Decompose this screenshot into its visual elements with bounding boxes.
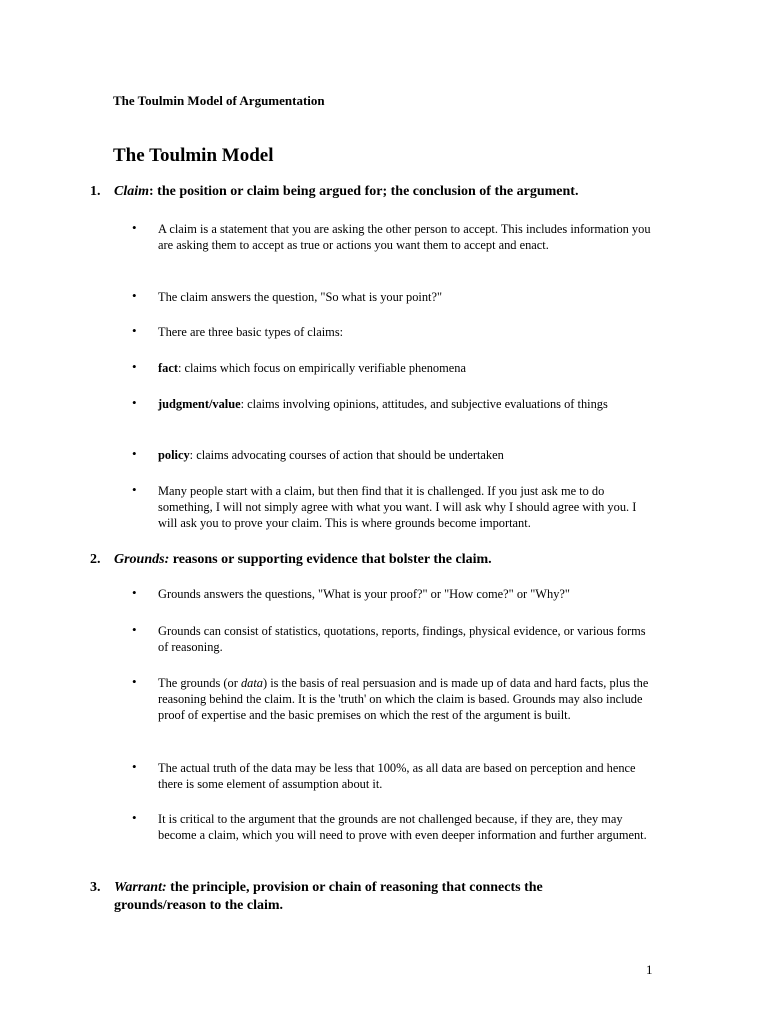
bullet-icon: • <box>132 482 137 497</box>
claim-type-policy: policy <box>158 448 190 462</box>
list-item-text: A claim is a statement that you are asking the other person to accept. This includes information you are asking them to accept as true or actions you want them to accept and enact. <box>158 222 651 253</box>
section-warrant <box>90 879 650 919</box>
list-item-text: : claims involving opinions, attitudes, and subjective evaluations of things <box>240 397 608 411</box>
running-title: The Toulmin Model of Argumentation <box>113 93 325 108</box>
section-term: Grounds: <box>114 552 170 567</box>
bullet-icon: • <box>132 759 137 774</box>
list-item-text-start: The grounds (or <box>158 676 241 690</box>
list-item-text: : claims which focus on empirically verifiable phenomena <box>177 361 466 375</box>
section-heading-text: the principle, provision or chain of reasoning that connects the grounds/reason to the claim. <box>114 880 543 913</box>
bullet-icon: • <box>132 810 137 825</box>
list-item-text: ) is the basis of real persuasion and is made up of data and hard facts, plus the reasoning behind the claim. It is the 'truth' on which the claim is based. Grounds may also include proof of expertise and the basic premises on which the rest of the argument is built. <box>158 676 649 723</box>
section-heading-text: reasons or supporting evidence that bolster the claim. <box>169 552 492 567</box>
section-heading <box>114 879 584 915</box>
bullet-icon: • <box>132 288 137 303</box>
bullet-icon: • <box>132 585 137 600</box>
section-heading-text: : the position or claim being argued for; the conclusion of the argument. <box>149 184 579 199</box>
bullet-icon: • <box>132 323 137 338</box>
bullet-icon: • <box>132 674 137 689</box>
list-item-text: The claim answers the question, "So what is your point?" <box>158 290 443 304</box>
list-item-text: Grounds answers the questions, "What is your proof?" or "How come?" or "Why?" <box>158 587 570 601</box>
bullet-icon: • <box>132 446 137 461</box>
list-item-text: The actual truth of the data may be less that 100%, as all data are based on perception and hence there is some element of assumption about it. <box>158 761 636 792</box>
list-item-text: : claims advocating courses of action that should be undertaken <box>189 448 504 462</box>
list-item-text: It is critical to the argument that the grounds are not challenged because, if they are, they may become a claim, which you will need to prove with even deeper information and further argument. <box>158 812 647 843</box>
section-grounds <box>90 551 650 571</box>
section-number: 2. <box>90 552 101 567</box>
section-heading <box>114 551 634 569</box>
section-term: Claim <box>114 184 150 199</box>
bullet-icon: • <box>132 220 137 235</box>
list-item-text: Grounds can consist of statistics, quotations, reports, findings, physical evidence, or various forms of reasoning. <box>158 624 646 655</box>
data-term: data <box>240 676 263 690</box>
claim-type-fact: fact <box>158 361 178 375</box>
list-item-text: Many people start with a claim, but then find that it is challenged. If you just ask me to do something, I will not simply agree with what you want. I will ask why I should agree with you. I will ask you to prove your claim. This is where grounds become important. <box>158 484 637 531</box>
bullet-icon: • <box>132 395 137 410</box>
bullet-icon: • <box>132 622 137 637</box>
section-claim <box>90 183 650 203</box>
bullet-icon: • <box>132 359 137 374</box>
page-title: The Toulmin Model <box>113 145 274 166</box>
section-number: 3. <box>90 880 101 895</box>
section-number: 1. <box>90 184 101 199</box>
section-heading <box>114 183 634 201</box>
section-term: Warrant: <box>114 880 167 895</box>
claim-type-judgment-value: judgment/value <box>158 397 241 411</box>
list-item-text: There are three basic types of claims: <box>158 325 344 339</box>
page-number: 1 <box>646 962 653 977</box>
